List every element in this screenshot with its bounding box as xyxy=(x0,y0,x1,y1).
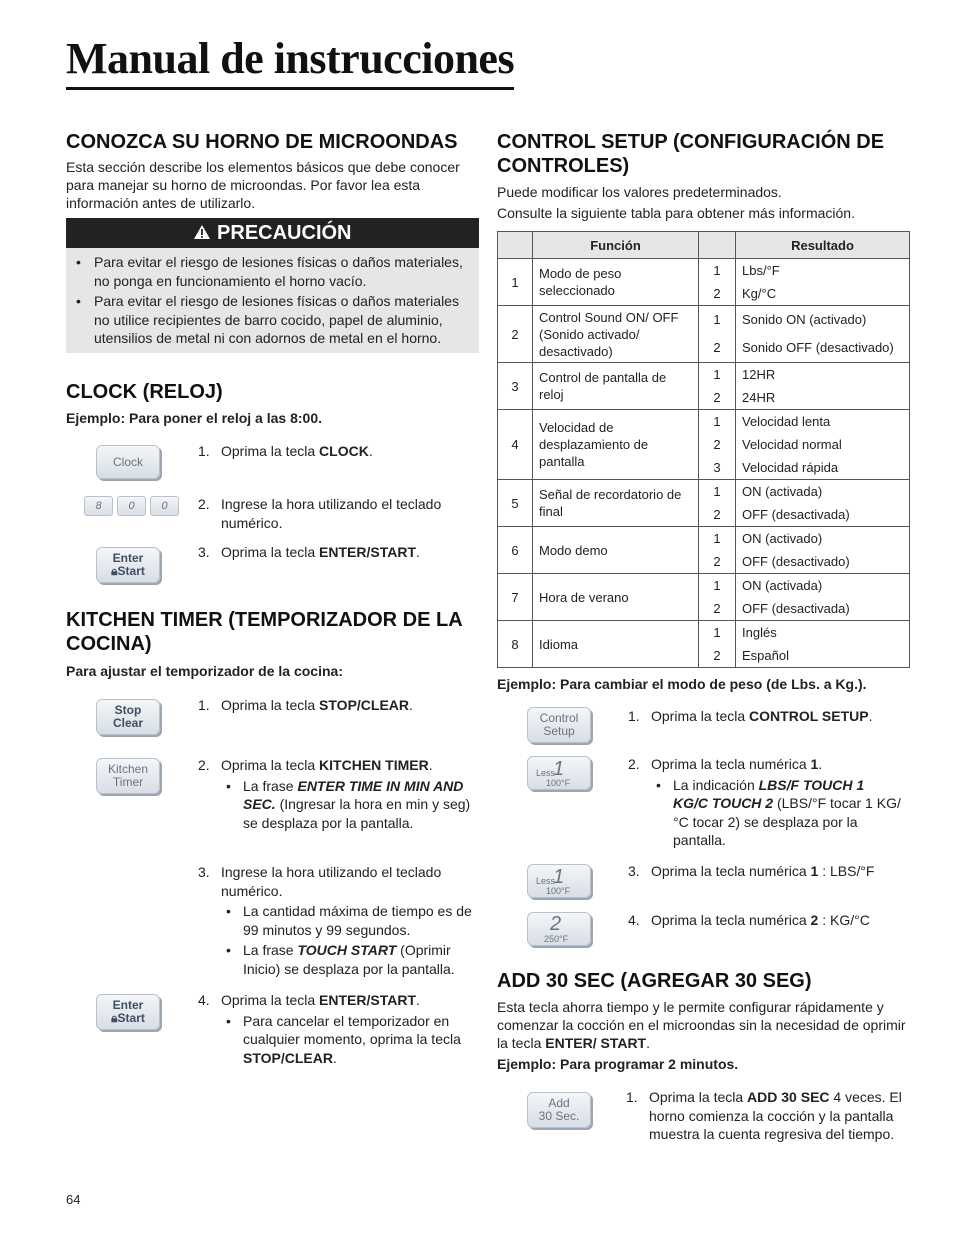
function-cell: Velocidad de desplazamiento de pantalla xyxy=(533,410,699,480)
row-number: 3 xyxy=(498,363,533,410)
function-cell: Modo de peso seleccionado xyxy=(533,259,699,306)
result-cell: Sonido ON (activado) Sonido OFF (desactivado) xyxy=(736,306,910,363)
clock-key-label: Clock xyxy=(112,454,143,469)
result-cell: Inglés Español xyxy=(736,621,910,668)
caution-title: PRECAUCIÓN xyxy=(217,222,352,244)
result-cell: ON (activada) OFF (desactivada) xyxy=(736,574,910,621)
table-row xyxy=(498,621,910,668)
timer-section xyxy=(66,608,479,680)
number-key-8: 8 xyxy=(84,496,113,516)
result-cell: Velocidad lenta Velocidad normal Velocidad rápida xyxy=(736,410,910,480)
function-cell: Control de pantalla de reloj xyxy=(533,363,699,410)
control-setup-table xyxy=(497,231,910,668)
know-section xyxy=(66,130,479,212)
result-cell: ON (activada) OFF (desactivada) xyxy=(736,480,910,527)
caution-box xyxy=(66,218,479,353)
clock-section xyxy=(66,380,479,427)
function-cell: Hora de verano xyxy=(533,574,699,621)
option-cell: 1 2 xyxy=(699,363,736,410)
timer-heading: KITCHEN TIMER (TEMPORIZADOR DE LA COCINA) xyxy=(66,609,462,655)
weight-example: Ejemplo: Para cambiar el modo de peso (de Lbs. a Kg.). xyxy=(497,676,867,692)
setup-section xyxy=(497,130,910,222)
timer-step-4: 4. Oprima la tecla ENTER/START. • Para cancelar el temporizador en cualquier momento, oprima la tecla STOP/CLEAR. xyxy=(198,991,474,1067)
option-cell: 1 2 xyxy=(699,480,736,527)
lock-icon: 🔒︎ xyxy=(111,564,118,578)
add-example: Ejemplo: Para programar 2 minutos. xyxy=(497,1056,739,1072)
option-cell: 1 2 xyxy=(699,574,736,621)
function-cell: Control Sound ON/ OFF (Sonido activado/ desactivado) xyxy=(533,306,699,363)
page-title: Manual de instrucciones xyxy=(66,34,514,90)
add-text: Esta tecla ahorra tiempo y le permite configurar rápidamente y comenzar la cocción en el microondas sin la necesidad de oprimir la tecla ENTER/ START. xyxy=(497,999,906,1051)
timer-step-1: 1. Oprima la tecla STOP/CLEAR. xyxy=(198,697,413,713)
caution-item: • Para evitar el riesgo de lesiones físicas o daños materiales, no ponga en funcionamiento el horno vacío. xyxy=(72,253,473,290)
caution-item: • Para evitar el riesgo de lesiones físicas o daños materiales no utilice recipientes de barro cocido, papel de aluminio, utensilios de metal ni con adornos de metal en el horno. xyxy=(72,292,473,348)
weight-step-4: 4. Oprima la tecla numérica 2 : KG/°C xyxy=(628,912,870,928)
number-key-1-icon: Less 1 100°F xyxy=(527,864,591,898)
row-number: 7 xyxy=(498,574,533,621)
page-number: 64 xyxy=(66,1192,81,1207)
row-number: 4 xyxy=(498,410,533,480)
table-row xyxy=(498,527,910,574)
know-text: Esta sección describe los elementos básicos que debe conocer para manejar su horno de microondas. Por favor lea esta información antes de utilizarlo. xyxy=(66,159,460,211)
clock-key-icon xyxy=(96,445,160,479)
function-cell: Señal de recordatorio de final xyxy=(533,480,699,527)
option-cell: 1 2 xyxy=(699,306,736,363)
weight-step-2: 2. Oprima la tecla numérica 1. • La indicación LBS/F TOUCH 1 KG/C TOUCH 2 (LBS/°F tocar 1 KG/°C tocar 2) se desplaza por la pantalla. xyxy=(628,755,903,850)
row-number: 2 xyxy=(498,306,533,363)
add-section xyxy=(497,969,910,1073)
kitchen-timer-key-icon: Kitchen Timer xyxy=(96,758,160,794)
weight-step-3: 3. Oprima la tecla numérica 1 : LBS/°F xyxy=(628,863,875,879)
number-key-2-icon: 2 250°F xyxy=(527,912,591,946)
control-setup-key-icon: Control Setup xyxy=(527,707,591,743)
function-cell: Modo demo xyxy=(533,527,699,574)
weight-step-1: 1. Oprima la tecla CONTROL SETUP. xyxy=(628,708,873,724)
setup-text-1: Puede modificar los valores predeterminados. xyxy=(497,184,782,200)
add-30-sec-key-icon: Add 30 Sec. xyxy=(527,1092,591,1128)
clock-heading: CLOCK (RELOJ) xyxy=(66,381,223,403)
row-number: 8 xyxy=(498,621,533,668)
row-number: 1 xyxy=(498,259,533,306)
number-key-0: 0 xyxy=(150,496,179,516)
clock-step-2: 2. Ingrese la hora utilizando el teclado numérico. xyxy=(198,496,442,531)
option-cell: 1 2 xyxy=(699,259,736,306)
timer-example: Para ajustar el temporizador de la cocina: xyxy=(66,663,343,679)
table-row xyxy=(498,259,910,306)
table-header-row: Función Resultado xyxy=(498,232,910,259)
add-heading: ADD 30 SEC (AGREGAR 30 SEG) xyxy=(497,970,812,992)
result-cell: ON (activado) OFF (desactivado) xyxy=(736,527,910,574)
clock-step-3: 3. Oprima la tecla ENTER/START. xyxy=(198,544,420,560)
result-cell: Lbs/°F Kg/°C xyxy=(736,259,910,306)
enter-start-key-icon: Enter 🔒︎Start xyxy=(96,547,160,583)
option-cell: 1 2 xyxy=(699,621,736,668)
setup-text-2: Consulte la siguiente tabla para obtener más información. xyxy=(497,205,855,221)
setup-heading: CONTROL SETUP (CONFIGURACIÓN DE CONTROLES) xyxy=(497,131,885,177)
lock-icon: 🔒︎ xyxy=(111,1011,118,1025)
result-cell: 12HR 24HR xyxy=(736,363,910,410)
clock-step-1: 1. Oprima la tecla CLOCK. xyxy=(198,443,373,459)
warning-icon xyxy=(193,222,217,244)
table-row xyxy=(498,480,910,527)
row-number: 5 xyxy=(498,480,533,527)
option-cell: 1 2 xyxy=(699,527,736,574)
table-row xyxy=(498,574,910,621)
know-heading: CONOZCA SU HORNO DE MICROONDAS xyxy=(66,131,458,153)
enter-start-key-icon: Enter 🔒︎Start xyxy=(96,994,160,1030)
number-key-0: 0 xyxy=(117,496,146,516)
number-keys-icon xyxy=(84,496,179,516)
stop-clear-key-icon: Stop Clear xyxy=(96,699,160,735)
option-cell: 1 2 3 xyxy=(699,410,736,480)
table-row xyxy=(498,410,910,480)
timer-step-3: 3. Ingrese la hora utilizando el teclado numérico. • La cantidad máxima de tiempo es de 99 minutos y 99 segundos. • La frase TOUCH START (Oprimir Inicio) se desplaza por la pantalla. xyxy=(198,863,474,978)
timer-step-2: 2. Oprima la tecla KITCHEN TIMER. • La frase ENTER TIME IN MIN AND SEC. (Ingresar la hora en min y seg) se desplaza por la pantalla. xyxy=(198,756,474,832)
table-row xyxy=(498,306,910,363)
row-number: 6 xyxy=(498,527,533,574)
number-key-1-icon: Less 1 100°F xyxy=(527,756,591,790)
add-step-1: 1. Oprima la tecla ADD 30 SEC 4 veces. El horno comienza la cocción y la pantalla muestra la cuenta regresiva del tiempo. xyxy=(626,1089,902,1142)
table-row xyxy=(498,363,910,410)
clock-example: Ejemplo: Para poner el reloj a las 8:00. xyxy=(66,410,322,426)
function-cell: Idioma xyxy=(533,621,699,668)
caution-body xyxy=(66,248,479,353)
caution-header xyxy=(66,218,479,248)
